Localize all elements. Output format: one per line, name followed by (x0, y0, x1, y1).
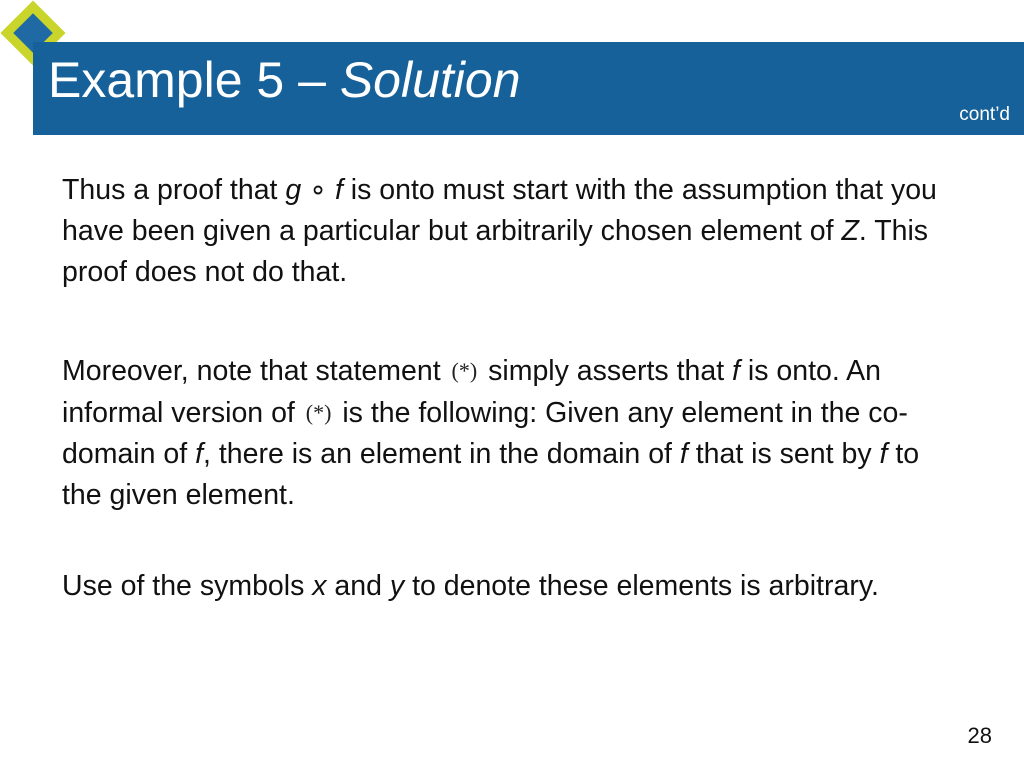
page-number: 28 (967, 723, 992, 748)
title-italic: Solution (339, 52, 521, 108)
statement-star-ref: (*) (305, 400, 332, 425)
slide-title (48, 50, 521, 110)
paragraph-1: Thus a proof that g ∘ f is onto must start with the assumption that you have been given a particular but arbitrarily chosen element of Z. This proof does not do that. (62, 174, 937, 288)
title-main: Example 5 – (48, 52, 340, 108)
statement-star-ref: (*) (451, 358, 478, 383)
paragraph-2: Moreover, note that statement (*) simply asserts that f is onto. An informal version of (*) is the following: Given any element in the co-domain of f, there is an element in the domain of f that is sent by f to the given element. (62, 350, 962, 516)
paragraph-3: Use of the symbols x and y to denote these elements is arbitrary. (62, 570, 879, 602)
contd-label: cont’d (959, 104, 1010, 125)
